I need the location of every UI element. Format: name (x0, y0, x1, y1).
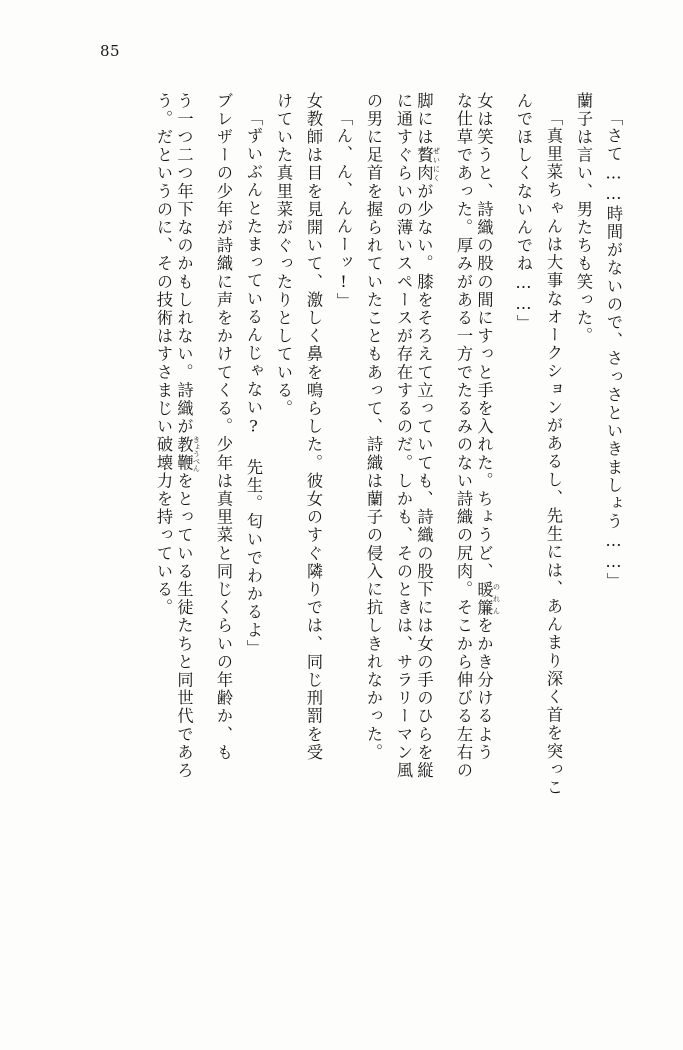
text-line: んでほしくないんでね……」 (514, 92, 533, 333)
page-number: 85 (100, 42, 121, 60)
text-line: 女は笑うと、詩織の股の間にすっと手を入れた。ちょうど、暖簾 のれんをかき分けるよう (474, 92, 502, 762)
text-line: ブレザーの少年が詩織に声をかけてくる。少年は真里菜と同じくらいの年齢か、も (214, 92, 233, 762)
text-line: う。だというのに、その技術はすさまじい破壊力を持っている。 (154, 92, 173, 617)
text-line: 蘭子は言い、男たちも笑った。 (574, 92, 593, 346)
text-line: けていた真里菜がぐったりとしている。 (274, 92, 293, 418)
text-line: に通すぐらいの薄いスペースが存在するのだ。しかも、そのときは、サラリーマン風 (394, 92, 413, 780)
text-line: な仕草であった。厚みがある一方でたるみのない詩織の尻肉。そこから伸びる左右の (454, 92, 473, 780)
text-line: 「さて……時間がないので、さっさといきましょう……」 (604, 109, 623, 591)
text-line: 「ずいぶんとたまっているんじゃない? 先生。匂いでわかるよ」 (244, 109, 263, 658)
text-line: の男に足首を握られていたこともあって、詩織は蘭子の侵入に抗しきれなかった。 (364, 92, 383, 762)
text-line: 女教師は目を見開いて、激しく鼻を鳴らした。彼女のすぐ隣りでは、同じ刑罰を受 (304, 92, 323, 762)
text-line: 「ん、ん、んんーッ!」 (334, 109, 353, 311)
vertical-text-block (62, 92, 621, 990)
text-line: 脚には贅肉 ぜいにくが少ない。膝をそろえて立っていても、詩織の股下には女の手のひらを縦 (414, 92, 442, 780)
text-line: う一つ二つ年下なのかもしれない。詩織が教鞭 きょうべんをとっている生徒たちと同世代であろ (174, 92, 202, 780)
text-line: 「真里菜ちゃんは大事なオークションがあるし、先生には、あんまり深く首を突っこ (544, 109, 563, 797)
